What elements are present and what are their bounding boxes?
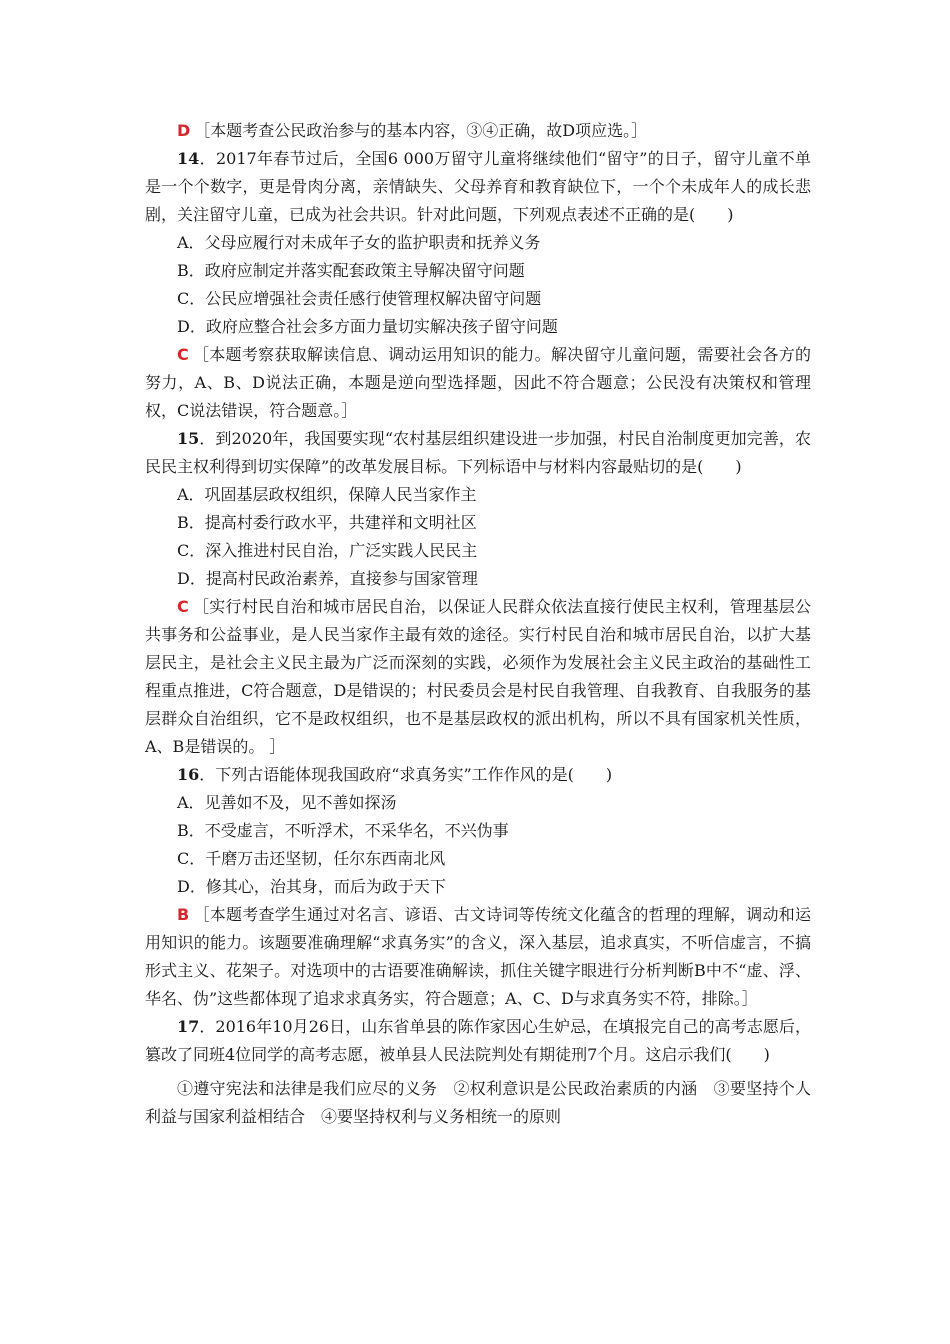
answer-explanation: ［实行村民自治和城市居民自治，以保证人民群众依法直接行使民主权利，管理基层公共事务和公益事业，是人民当家作主最有效的途径。实行村民自治和城市居民自治，以扩大基层民主，是社会主义民主最为广泛而深刻的实践，必须作为发展社会主义民主政治的基础性工程重点推进，C符合题意，D是错误的；村民委员会是村民自我管理、自我教育、自我服务的基层群众自治组织，它不是政权组织，也不是基层政权的派出机构，所以不具有国家机关性质，A、B是错误的。 ］ bbox=[145, 597, 811, 756]
question-statements: ①遵守宪法和法律是我们应尽的义务 ②权利意识是公民政治素质的内涵 ③要坚持个人利益与国家利益相结合 ④要坚持权利与义务相统一的原则 bbox=[145, 1079, 811, 1126]
question-number: 16 bbox=[177, 765, 200, 784]
option-d: D．政府应整合社会多方面力量切实解决孩子留守问题 bbox=[177, 317, 558, 336]
question-17 bbox=[145, 1013, 811, 1069]
question-15 bbox=[145, 425, 811, 481]
option-b: B．政府应制定并落实配套政策主导解决留守问题 bbox=[177, 261, 525, 280]
question-stem: ．2017年春节过后，全国6 000万留守儿童将继续他们“留守”的日子，留守儿童不单是一个个数字，更是骨肉分离，亲情缺失、父母养育和教育缺位下，一个个未成年人的成长悲剧，关注留守儿童，已成为社会共识。针对此问题，下列观点表述不正确的是( ) bbox=[145, 149, 811, 224]
answer-letter: D bbox=[177, 121, 191, 140]
option-d: D．修其心，治其身，而后为政于天下 bbox=[177, 877, 446, 896]
option-b: B．提高村委行政水平，共建祥和文明社区 bbox=[177, 513, 477, 532]
answer-13 bbox=[145, 117, 811, 145]
answer-explanation: ［本题考查学生通过对名言、谚语、古文诗词等传统文化蕴含的哲理的理解，调动和运用知识的能力。该题要准确理解“求真务实”的含义，深入基层，追求真实，不听信虚言，不搞形式主义、花架子。对选项中的古语要准确解读，抓住关键字眼进行分析判断B中不“虚、浮、华名、伪”这些都体现了追求求真务实，符合题意；A、C、D与求真务实不符，排除。］ bbox=[145, 905, 811, 1008]
question-number: 17 bbox=[177, 1017, 200, 1036]
answer-letter: C bbox=[177, 345, 189, 364]
answer-letter: B bbox=[177, 905, 190, 924]
option-a: A．见善如不及，见不善如探汤 bbox=[177, 793, 397, 812]
option-b: B．不受虚言，不听浮术，不采华名，不兴伪事 bbox=[177, 821, 509, 840]
answer-15 bbox=[145, 593, 811, 761]
option-a: A．巩固基层政权组织，保障人民当家作主 bbox=[177, 485, 477, 504]
option-c: C．千磨万击还坚韧，任尔东西南北风 bbox=[177, 849, 446, 868]
question-14 bbox=[145, 145, 811, 229]
question-16 bbox=[145, 761, 811, 789]
answer-14 bbox=[145, 341, 811, 425]
option-a: A．父母应履行对未成年子女的监护职责和抚养义务 bbox=[177, 233, 541, 252]
answer-letter: C bbox=[177, 597, 189, 616]
question-stem: ．到2020年，我国要实现“农村基层组织建设进一步加强，村民自治制度更加完善，农民民主权利得到切实保障”的改革发展目标。下列标语中与材料内容最贴切的是( ) bbox=[145, 429, 811, 476]
question-stem: ．2016年10月26日，山东省单县的陈作家因心生妒忌，在填报完自己的高考志愿后，篡改了同班4位同学的高考志愿，被单县人民法院判处有期徒刑7个月。这启示我们( ) bbox=[145, 1017, 811, 1064]
question-number: 15 bbox=[177, 429, 200, 448]
option-d: D．提高村民政治素养，直接参与国家管理 bbox=[177, 569, 478, 588]
document-page bbox=[145, 117, 811, 1131]
question-number: 14 bbox=[177, 149, 200, 168]
option-c: C．公民应增强社会责任感行使管理权解决留守问题 bbox=[177, 289, 542, 308]
answer-explanation: ［本题考察获取解读信息、调动运用知识的能力。解决留守儿童问题，需要社会各方的努力，A、B、D说法正确，本题是逆向型选择题，因此不符合题意；公民没有决策权和管理权，C说法错误，符合题意。］ bbox=[145, 345, 811, 420]
option-c: C．深入推进村民自治，广泛实践人民民主 bbox=[177, 541, 478, 560]
answer-16 bbox=[145, 901, 811, 1013]
question-stem: ．下列古语能体现我国政府“求真务实”工作作风的是( ) bbox=[199, 765, 613, 784]
answer-explanation: ［本题考查公民政治参与的基本内容，③④正确，故D项应选。］ bbox=[194, 121, 648, 140]
